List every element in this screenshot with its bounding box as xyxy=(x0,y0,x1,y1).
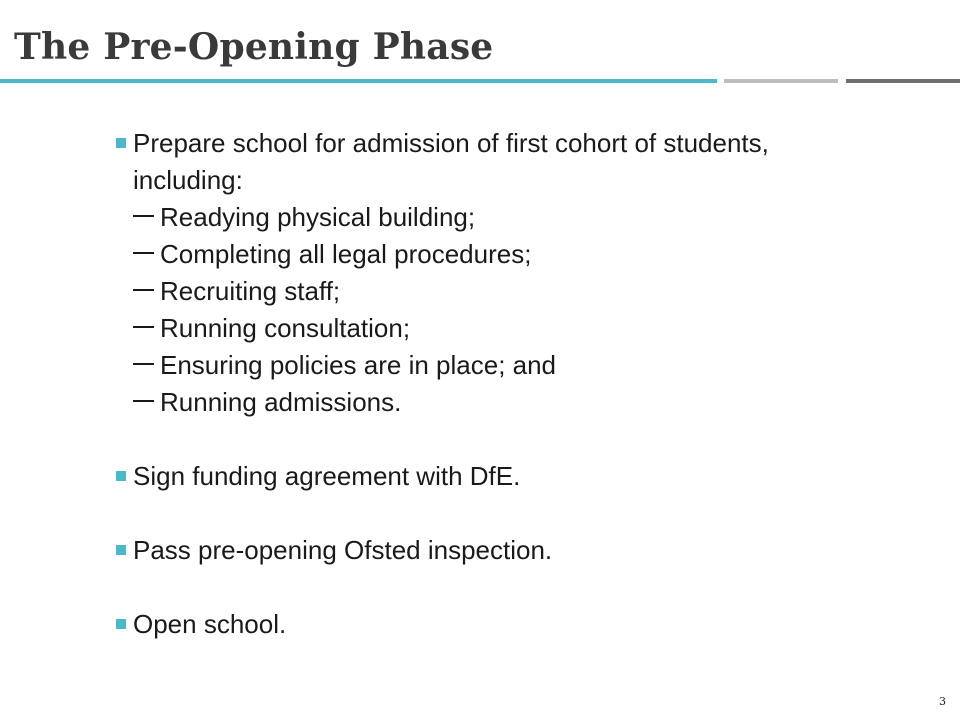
dash-bullet-icon xyxy=(133,400,154,402)
bullet-prepare-school xyxy=(113,125,833,421)
dash-bullet-icon xyxy=(133,215,154,217)
bullet-sign-funding xyxy=(113,458,833,495)
sub-bullet-item xyxy=(133,347,833,384)
sub-bullet-list xyxy=(133,199,833,421)
title-underline-light-gray xyxy=(724,79,838,83)
dash-bullet-icon xyxy=(133,363,154,365)
sub-bullet-text: Readying physical building; xyxy=(160,202,476,232)
title-underline-teal xyxy=(0,79,717,83)
page-number: 3 xyxy=(939,695,946,708)
sub-bullet-text: Running consultation; xyxy=(160,313,411,343)
square-bullet-icon xyxy=(116,138,126,148)
title-underline-dark-gray xyxy=(846,79,960,83)
square-bullet-icon xyxy=(116,471,126,481)
square-bullet-icon xyxy=(116,545,126,555)
bullet-text: Pass pre-opening Ofsted inspection. xyxy=(133,535,553,565)
sub-bullet-text: Ensuring policies are in place; and xyxy=(160,350,557,380)
bullet-list xyxy=(113,125,833,643)
bullet-text: Prepare school for admission of first cohort of students, including: xyxy=(133,128,769,195)
dash-bullet-icon xyxy=(133,289,154,291)
dash-bullet-icon xyxy=(133,252,154,254)
dash-bullet-icon xyxy=(133,326,154,328)
bullet-text: Open school. xyxy=(133,609,287,639)
sub-bullet-text: Completing all legal procedures; xyxy=(160,239,532,269)
sub-bullet-item xyxy=(133,236,833,273)
sub-bullet-item xyxy=(133,310,833,347)
bullet-pass-ofsted xyxy=(113,532,833,569)
sub-bullet-item xyxy=(133,384,833,421)
square-bullet-icon xyxy=(116,619,126,629)
sub-bullet-item xyxy=(133,199,833,236)
slide-title: The Pre-Opening Phase xyxy=(14,26,494,68)
sub-bullet-text: Running admissions. xyxy=(160,387,402,417)
sub-bullet-item xyxy=(133,273,833,310)
bullet-open-school xyxy=(113,606,833,643)
sub-bullet-text: Recruiting staff; xyxy=(160,276,341,306)
bullet-text: Sign funding agreement with DfE. xyxy=(133,461,521,491)
